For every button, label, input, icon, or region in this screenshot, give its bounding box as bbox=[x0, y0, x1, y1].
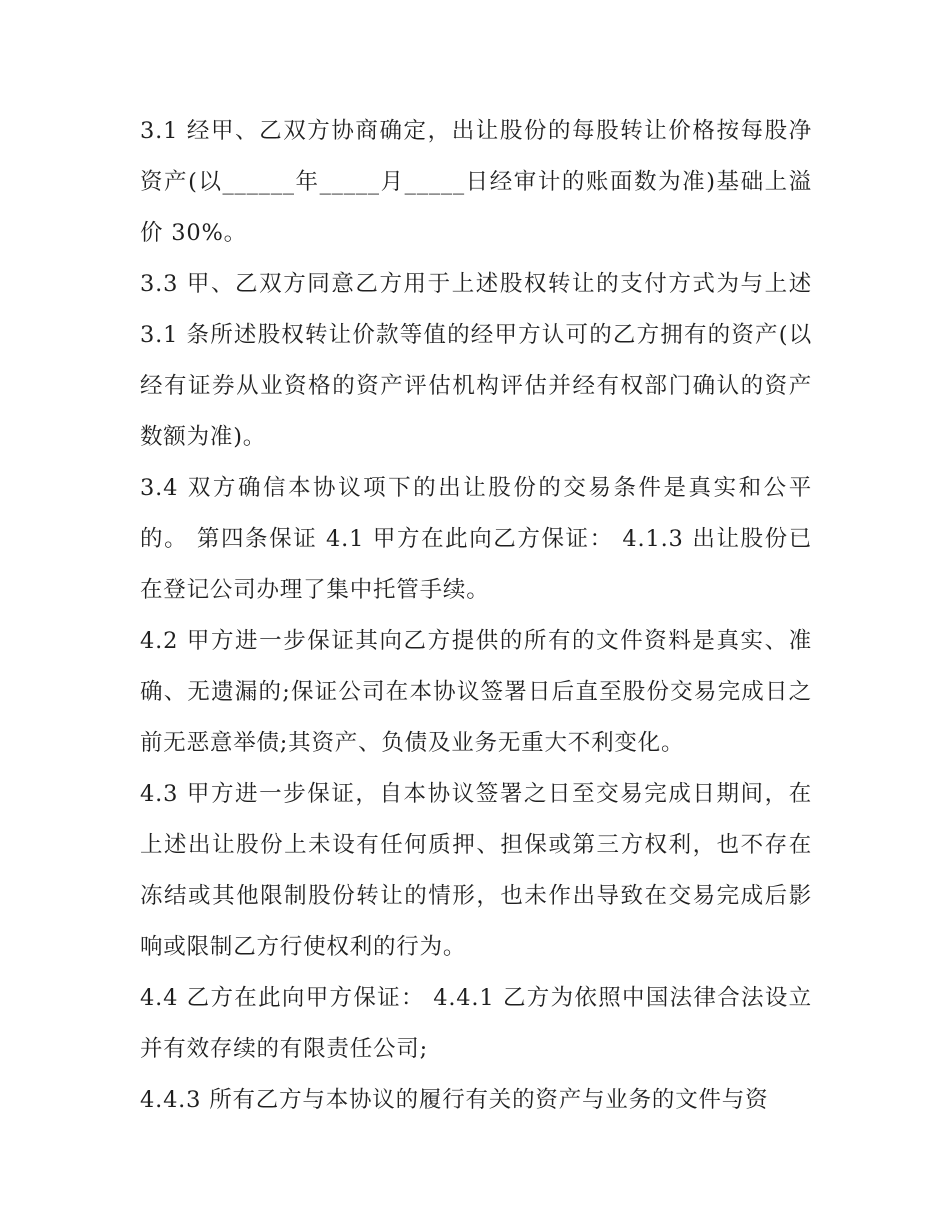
paragraph-4-2: 4.2 甲方进一步保证其向乙方提供的所有的文件资料是真实、准确、无遗漏的;保证公司在本协议签署日后直至股份交易完成日之前无恶意举债;其资产、负债及业务无重大不利变化。 bbox=[140, 628, 812, 756]
paragraph-3-1: 3.1 经甲、乙双方协商确定，出让股份的每股转让价格按每股净资产(以______年_____月_____日经审计的账面数为准)基础上溢价 30%。 bbox=[140, 118, 812, 246]
paragraph-4-4-3: 4.4.3 所有乙方与本协议的履行有关的资产与业务的文件与资 bbox=[140, 1087, 769, 1113]
paragraph-3-3: 3.3 甲、乙双方同意乙方用于上述股权转让的支付方式为与上述 3.1 条所述股权转让价款等值的经甲方认可的乙方拥有的资产(以经有证券从业资格的资产评估机构评估并经有权部门确认的资产数额为准)。 bbox=[140, 271, 812, 450]
paragraph-4-4: 4.4 乙方在此向甲方保证： 4.4.1 乙方为依照中国法律合法设立并有效存续的有限责任公司; bbox=[140, 985, 812, 1062]
paragraph-3-4: 3.4 双方确信本协议项下的出让股份的交易条件是真实和公平的。 第四条保证 4.1 甲方在此向乙方保证： 4.1.3 出让股份已在登记公司办理了集中托管手续。 bbox=[140, 475, 812, 603]
document-body bbox=[140, 106, 812, 1126]
paragraph-4-3: 4.3 甲方进一步保证，自本协议签署之日至交易完成日期间，在上述出让股份上未设有任何质押、担保或第三方权利，也不存在冻结或其他限制股份转让的情形，也未作出导致在交易完成后影响或限制乙方行使权利的行为。 bbox=[140, 781, 812, 960]
